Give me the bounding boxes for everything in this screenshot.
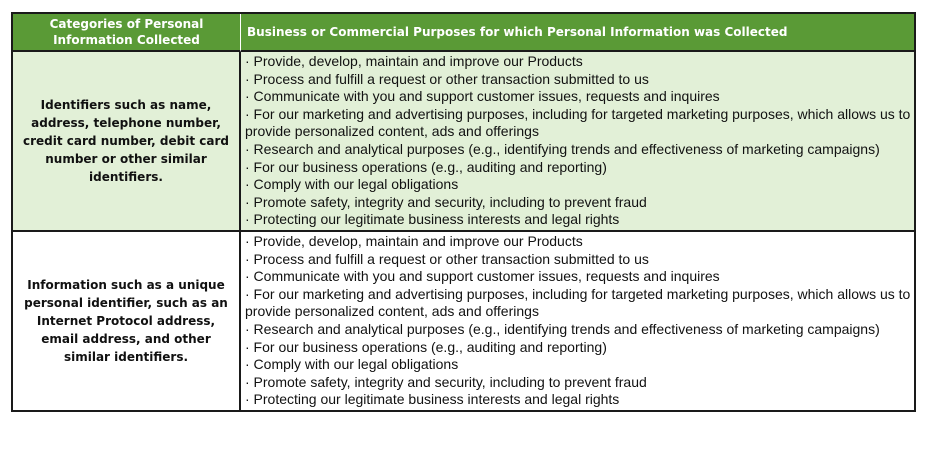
purpose-item: · Protecting our legitimate business interests and legal rights bbox=[245, 211, 620, 228]
purpose-item: · Research and analytical purposes (e.g., identifying trends and effectiveness of marketing campaigns) bbox=[245, 140, 880, 157]
purpose-item: · Communicate with you and support customer issues, requests and inquires bbox=[245, 88, 720, 105]
purpose-item: · Provide, develop, maintain and improve our Products bbox=[245, 232, 583, 249]
category-cell-identifiers: Identifiers such as name, address, telephone number, credit card number, debit card number or other similar identifiers. bbox=[13, 52, 241, 232]
purpose-item: · Promote safety, integrity and security, including to prevent fraud bbox=[245, 373, 647, 390]
privacy-table bbox=[11, 12, 916, 412]
purpose-item: · Process and fulfill a request or other transaction submitted to us bbox=[245, 70, 649, 87]
purpose-item: · Research and analytical purposes (e.g., identifying trends and effectiveness of marketing campaigns) bbox=[245, 320, 880, 337]
purposes-cell-online-identifiers bbox=[241, 232, 914, 410]
header-categories: Categories of Personal Information Collected bbox=[13, 14, 241, 52]
purpose-item: · For our business operations (e.g., auditing and reporting) bbox=[245, 158, 607, 175]
purpose-item: · Provide, develop, maintain and improve our Products bbox=[245, 53, 583, 69]
purpose-item: · Communicate with you and support customer issues, requests and inquires bbox=[245, 268, 720, 285]
purpose-item: · For our marketing and advertising purposes, including for targeted marketing purposes, which allows us to provide personalized content, ads and offerings bbox=[245, 285, 911, 320]
purpose-item: · Process and fulfill a request or other transaction submitted to us bbox=[245, 250, 649, 267]
purpose-item: · For our business operations (e.g., auditing and reporting) bbox=[245, 338, 607, 355]
purpose-item: · Promote safety, integrity and security, including to prevent fraud bbox=[245, 193, 647, 210]
purpose-item: · Comply with our legal obligations bbox=[245, 356, 459, 373]
category-cell-online-identifiers: Information such as a unique personal identifier, such as an Internet Protocol address, email address, and other similar identifiers. bbox=[13, 232, 241, 410]
purpose-item: · Comply with our legal obligations bbox=[245, 176, 459, 193]
purpose-item: · For our marketing and advertising purposes, including for targeted marketing purposes, which allows us to provide personalized content, ads and offerings bbox=[245, 105, 911, 140]
purposes-cell-identifiers bbox=[241, 52, 914, 232]
header-purposes: Business or Commercial Purposes for which Personal Information was Collected bbox=[241, 14, 914, 52]
purpose-item: · Protecting our legitimate business interests and legal rights bbox=[245, 391, 620, 408]
